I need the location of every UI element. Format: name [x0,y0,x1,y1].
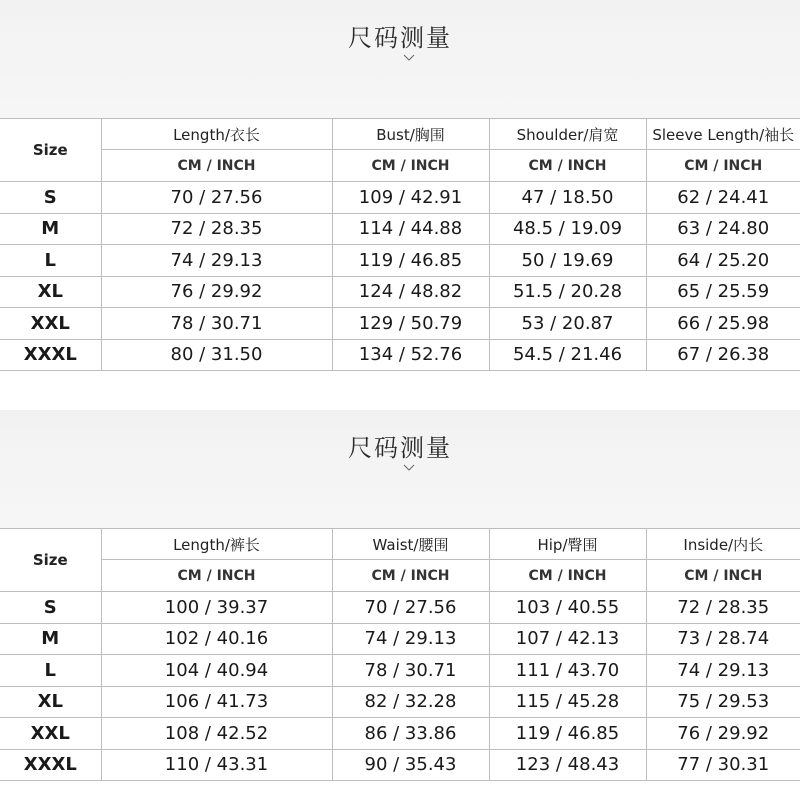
size-table [0,528,800,781]
value-cell: 124 / 48.82 [332,276,489,308]
value-cell: 78 / 30.71 [332,655,489,687]
value-cell: 76 / 29.92 [646,718,800,750]
unit-label: CM / INCH [101,560,332,592]
size-cell: M [0,623,101,655]
value-cell: 73 / 28.74 [646,623,800,655]
value-cell: 77 / 30.31 [646,749,800,781]
value-cell: 123 / 48.43 [489,749,646,781]
chart-title: 尺码测量 [348,24,452,52]
value-cell: 72 / 28.35 [101,213,332,245]
table-row [0,245,800,277]
size-cell: L [0,655,101,687]
column-header: Hip/臀围 [489,529,646,560]
value-cell: 134 / 52.76 [332,339,489,371]
value-cell: 53 / 20.87 [489,308,646,340]
table-row [0,686,800,718]
column-header: Length/衣长 [101,119,332,150]
unit-label: CM / INCH [332,560,489,592]
table-row [0,592,800,624]
column-header: Length/裤长 [101,529,332,560]
table-row [0,623,800,655]
size-cell: XL [0,276,101,308]
unit-label: CM / INCH [646,560,800,592]
value-cell: 80 / 31.50 [101,339,332,371]
value-cell: 76 / 29.92 [101,276,332,308]
value-cell: 108 / 42.52 [101,718,332,750]
size-cell: M [0,213,101,245]
value-cell: 82 / 32.28 [332,686,489,718]
chart-title: 尺码测量 [348,434,452,462]
value-cell: 106 / 41.73 [101,686,332,718]
size-header: Size [0,529,101,592]
size-cell: XXXL [0,339,101,371]
unit-label: CM / INCH [646,150,800,182]
value-cell: 78 / 30.71 [101,308,332,340]
value-cell: 102 / 40.16 [101,623,332,655]
value-cell: 111 / 43.70 [489,655,646,687]
value-cell: 74 / 29.13 [646,655,800,687]
value-cell: 74 / 29.13 [101,245,332,277]
column-header: Sleeve Length/袖长 [646,119,800,150]
value-cell: 119 / 46.85 [489,718,646,750]
table-row [0,749,800,781]
table-row [0,718,800,750]
chevron-down-icon [403,464,415,472]
size-header: Size [0,119,101,182]
value-cell: 64 / 25.20 [646,245,800,277]
value-cell: 47 / 18.50 [489,182,646,214]
table-row [0,276,800,308]
size-cell: XXXL [0,749,101,781]
value-cell: 110 / 43.31 [101,749,332,781]
value-cell: 90 / 35.43 [332,749,489,781]
size-table [0,118,800,371]
column-header: Waist/腰围 [332,529,489,560]
value-cell: 129 / 50.79 [332,308,489,340]
value-cell: 48.5 / 19.09 [489,213,646,245]
value-cell: 103 / 40.55 [489,592,646,624]
table-row [0,213,800,245]
column-header: Inside/内长 [646,529,800,560]
value-cell: 67 / 26.38 [646,339,800,371]
chevron-down-icon [403,54,415,62]
value-cell: 62 / 24.41 [646,182,800,214]
size-cell: L [0,245,101,277]
value-cell: 119 / 46.85 [332,245,489,277]
value-cell: 50 / 19.69 [489,245,646,277]
unit-label: CM / INCH [332,150,489,182]
table-row [0,182,800,214]
unit-label: CM / INCH [101,150,332,182]
size-cell: XXL [0,308,101,340]
size-cell: S [0,592,101,624]
value-cell: 109 / 42.91 [332,182,489,214]
size-cell: XL [0,686,101,718]
value-cell: 75 / 29.53 [646,686,800,718]
column-header: Shoulder/肩宽 [489,119,646,150]
value-cell: 70 / 27.56 [101,182,332,214]
value-cell: 63 / 24.80 [646,213,800,245]
value-cell: 86 / 33.86 [332,718,489,750]
size-cell: S [0,182,101,214]
value-cell: 51.5 / 20.28 [489,276,646,308]
value-cell: 66 / 25.98 [646,308,800,340]
table-row [0,339,800,371]
column-header: Bust/胸围 [332,119,489,150]
table-row [0,655,800,687]
value-cell: 74 / 29.13 [332,623,489,655]
value-cell: 65 / 25.59 [646,276,800,308]
unit-label: CM / INCH [489,560,646,592]
value-cell: 115 / 45.28 [489,686,646,718]
value-cell: 104 / 40.94 [101,655,332,687]
bottom-size-chart [0,410,800,800]
size-cell: XXL [0,718,101,750]
value-cell: 114 / 44.88 [332,213,489,245]
table-row [0,308,800,340]
value-cell: 72 / 28.35 [646,592,800,624]
value-cell: 107 / 42.13 [489,623,646,655]
value-cell: 70 / 27.56 [332,592,489,624]
unit-label: CM / INCH [489,150,646,182]
value-cell: 54.5 / 21.46 [489,339,646,371]
value-cell: 100 / 39.37 [101,592,332,624]
